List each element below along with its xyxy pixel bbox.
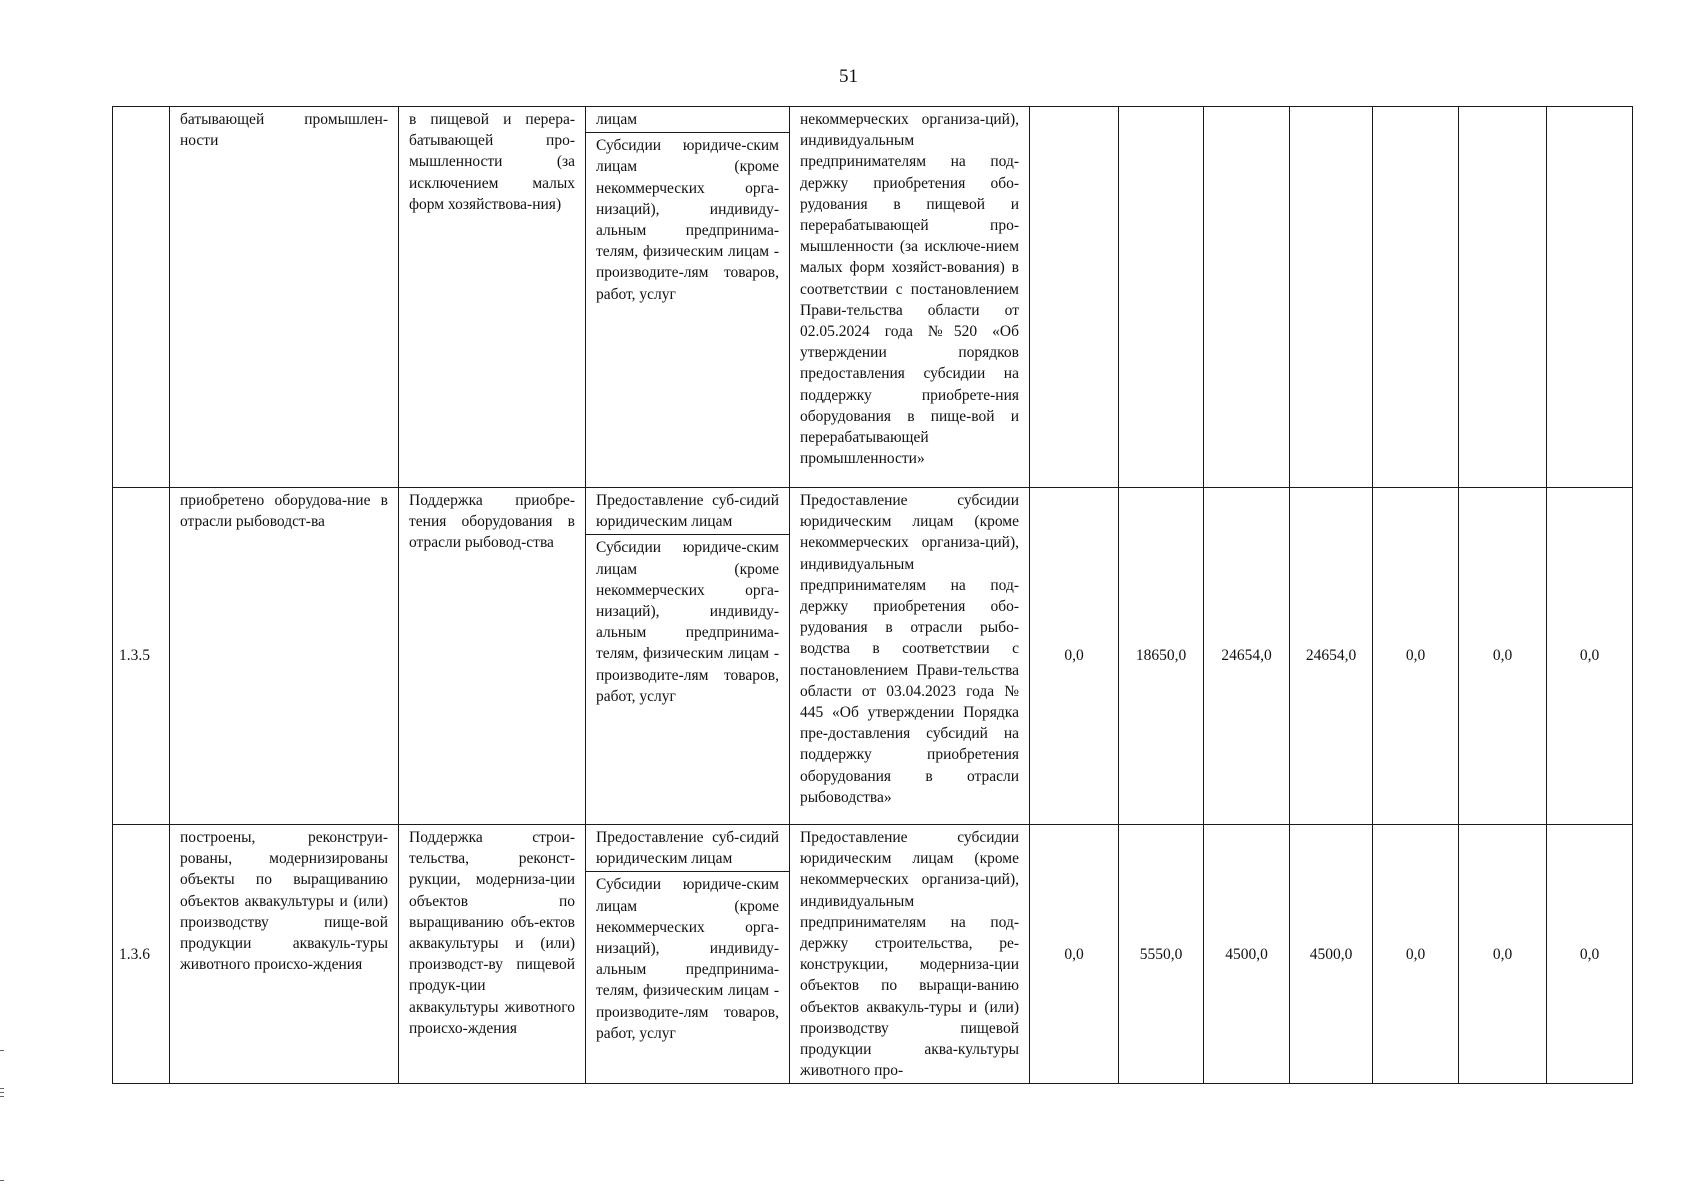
event-description: Субсидии юридиче-ским лицам (кроме некоммерческих орга-низаций), индивиду-альным предпринима-телям, физическим лицам - производите-лям товаров, работ, услуг: [596, 137, 779, 303]
value-cell: 24654,0: [1204, 488, 1290, 825]
result-cell: построены, реконструи-рованы, модернизированы объекты по выращиванию объектов аквакультуры и (или) производству пище-вой продукции аквакуль-туры животного происхо-ждения: [170, 825, 399, 1084]
value-cell: 0,0: [1547, 825, 1633, 1084]
event-type: Предоставление суб-сидий юридическим лицам: [586, 488, 789, 535]
legal-basis-cell: Предоставление субсидии юридическим лицам (кроме некоммерческих организа-ций), индивидуальным предпринимателям на под-держку приобретения обо-рудования в отрасли рыбо-водства в соответствии с постановлением Прави-тельства области от 03.04.2023 года № 445 «Об утверждении Порядка пре-доставления субсидий на поддержку приобретения оборудования в отрасли рыбоводства»: [790, 488, 1030, 825]
table-row: [113, 107, 1633, 488]
event-type: лицам: [586, 107, 789, 133]
row-code: 1.3.6: [113, 825, 170, 1084]
value-cell: [1204, 107, 1290, 488]
event-cell: [586, 488, 790, 825]
value-cell: 18650,0: [1119, 488, 1204, 825]
measure-cell: Поддержка приобре-тения оборудования в отрасли рыбовод-ства: [399, 488, 586, 825]
value-cell: [1290, 107, 1373, 488]
value-cell: 0,0: [1373, 488, 1459, 825]
table-row: [113, 488, 1633, 825]
legal-basis-cell: Предоставление субсидии юридическим лицам (кроме некоммерческих организа-ций), индивидуальным предпринимателям на под-держку строительства, ре-конструкции, модерниза-ции объектов по выращи-ванию объектов аквакуль-туры и (или) производству пищевой продукции аква-культуры животного про-: [790, 825, 1030, 1084]
binding-marks: [0, 1050, 6, 1190]
measure-cell: Поддержка строи-тельства, реконст-рукции, модерниза-ции объектов по выращиванию объ-ектов аквакультуры и (или) производст-ву пищевой продук-ции аквакультуры животного происхо-ждения: [399, 825, 586, 1084]
result-cell: приобретено оборудова-ние в отрасли рыбоводст-ва: [170, 488, 399, 825]
value-cell: [1119, 107, 1204, 488]
value-cell: 4500,0: [1204, 825, 1290, 1084]
event-description: Субсидии юридиче-ским лицам (кроме некоммерческих орга-низаций), индивиду-альным предпринима-телям, физическим лицам - производите-лям товаров, работ, услуг: [596, 876, 779, 1042]
measure-cell: в пищевой и перера-батывающей про-мышленности (за исключением малых форм хозяйствова-ния): [399, 107, 586, 488]
row-code: [113, 107, 170, 488]
value-cell: 0,0: [1030, 825, 1119, 1084]
result-cell: батывающей промышлен-ности: [170, 107, 399, 488]
event-cell: [586, 825, 790, 1084]
page-number: 51: [839, 66, 858, 87]
value-cell: [1030, 107, 1119, 488]
value-cell: [1373, 107, 1459, 488]
value-cell: 0,0: [1547, 488, 1633, 825]
value-cell: 0,0: [1459, 488, 1547, 825]
value-cell: 0,0: [1030, 488, 1119, 825]
event-cell: [586, 107, 790, 488]
row-code: 1.3.5: [113, 488, 170, 825]
value-cell: [1547, 107, 1633, 488]
legal-basis-cell: некоммерческих организа-ций), индивидуальным предпринимателям на под-держку приобретения обо-рудования в пищевой и перерабатывающей про-мышленности (за исключе-нием малых форм хозяйст-вования) в соответствии с постановлением Прави-тельства области от 02.05.2024 года №520 «Об утверждении порядков предоставления субсидии на поддержку приобрете-ния оборудования в пище-вой и перерабатывающей промышленности»: [790, 107, 1030, 488]
value-cell: 4500,0: [1290, 825, 1373, 1084]
value-cell: 5550,0: [1119, 825, 1204, 1084]
value-cell: 0,0: [1459, 825, 1547, 1084]
value-cell: [1459, 107, 1547, 488]
value-cell: 24654,0: [1290, 488, 1373, 825]
table-row: [113, 825, 1633, 1084]
program-table: [112, 106, 1633, 1084]
event-type: Предоставление суб-сидий юридическим лицам: [586, 825, 789, 872]
event-description: Субсидии юридиче-ским лицам (кроме некоммерческих орга-низаций), индивиду-альным предпринима-телям, физическим лицам - производите-лям товаров, работ, услуг: [596, 539, 779, 705]
value-cell: 0,0: [1373, 825, 1459, 1084]
